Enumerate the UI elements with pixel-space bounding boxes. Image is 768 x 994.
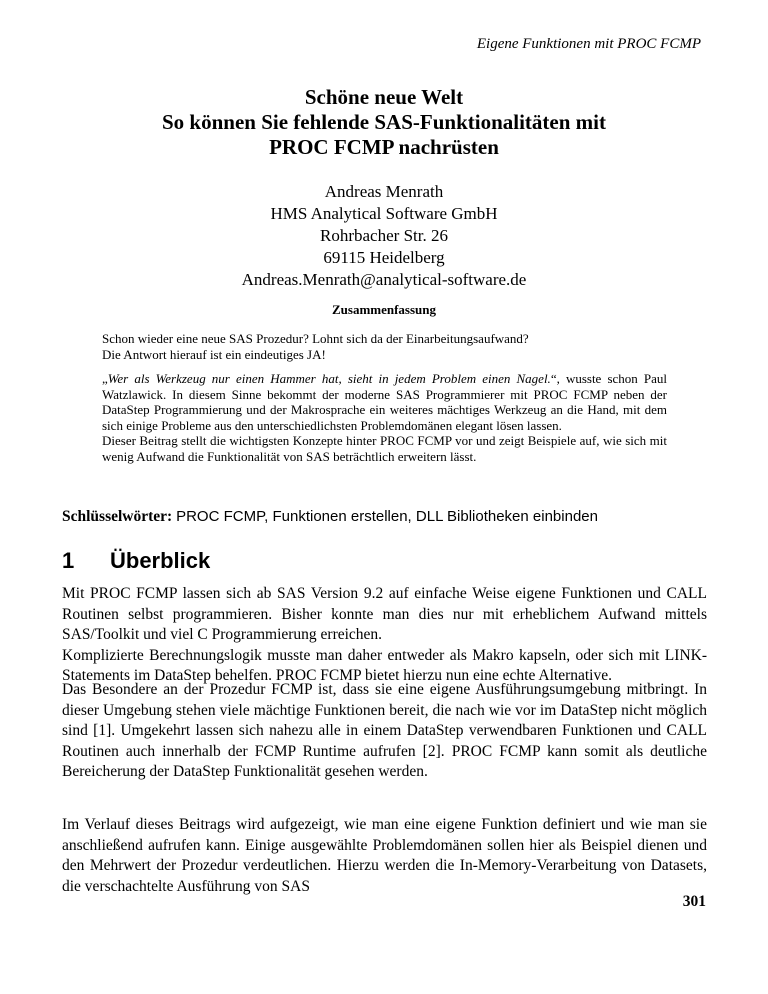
section-heading [62, 548, 210, 574]
keywords-label: Schlüsselwörter: [62, 508, 173, 525]
abstract-quote: Wer als Werkzeug nur einen Hammer hat, sieht in jedem Problem einen Nagel. [107, 371, 551, 386]
author-organization: HMS Analytical Software GmbH [270, 204, 498, 223]
keywords [62, 508, 598, 526]
paragraph-text: Das Besondere an der Prozedur FCMP ist, dass sie eine eigene Ausführungsumgebung mitbringt. In dieser Umgebung stehen viele mächtige Funktionen bereit, die nach wie vor im DataStep nicht möglich sind [1]. Umgekehrt lassen sich nahezu alle in einem DataStep verwendbaren Funktionen und CALL Routinen auch innerhalb der FCMP Runtime aufrufen [2]. PROC FCMP kann somit als deutliche Bereicherung der DataStep Funktionalität gesehen werden. [62, 681, 707, 780]
keywords-text: PROC FCMP, Funktionen erstellen, DLL Bibliotheken einbinden [176, 508, 598, 525]
author-name: Andreas Menrath [324, 182, 444, 201]
abstract-quote-continuation: “, wusste schon Paul Watzlawick. In diesem Sinne bekommt der moderne SAS Programmierer mit PROC FCMP neben der DataStep Programmierung und der Makrosprache ein weiteres mächtiges Werkzeug an die Hand, mit dem sich einige Probleme aus den unterschiedlichsten Problemdomänen elegant lösen lassen. [102, 371, 667, 433]
title-line: Schöne neue Welt [304, 85, 464, 109]
abstract-heading: Zusammenfassung [331, 302, 437, 317]
title-line: PROC FCMP nachrüsten [269, 135, 499, 159]
title-line: So können Sie fehlende SAS-Funktionalitäten mit [162, 110, 606, 134]
author-street: Rohrbacher Str. 26 [320, 226, 448, 245]
author-city: 69115 Heidelberg [323, 248, 445, 267]
paragraph-text: Komplizierte Berechnungslogik musste man daher entweder als Makro kapseln, oder sich mit LINK-Statements im DataStep behelfen. PROC FCMP bietet hierzu nun eine echte Alternative. [62, 646, 707, 684]
body-paragraph [62, 815, 707, 897]
abstract-body [102, 371, 667, 464]
author-block [0, 181, 768, 291]
abstract-line: Die Antwort hierauf ist ein eindeutiges JA! [102, 346, 326, 362]
section-title: Überblick [110, 548, 211, 573]
author-email: Andreas.Menrath@analytical-software.de [241, 270, 527, 289]
paragraph-text: Mit PROC FCMP lassen sich ab SAS Version 9.2 auf einfache Weise eigene Funktionen und CALL Routinen selbst programmieren. Bisher konnte man dies nur mit erheblichem Aufwand mittels SAS/Toolkit und viel C Programmierung erreichen. [62, 585, 707, 643]
running-header: Eigene Funktionen mit PROC FCMP [476, 36, 701, 52]
paragraph-text: Im Verlauf dieses Beitrags wird aufgezeigt, wie man eine eigene Funktion definiert und wie man sie anschließend aufrufen kann. Einige ausgewählte Problemdomänen sollen hier als Beispiel dienen und den Mehrwert der Prozedur verdeutlichen. Hierzu werden die In-Memory-Verarbeitung von Datasets, die verschachtelte Ausführung von SAS [62, 816, 707, 895]
abstract-line: Dieser Beitrag stellt die wichtigsten Konzepte hinter PROC FCMP vor und zeigt Beispiele auf, wie sich mit wenig Aufwand die Funktionalität von SAS beträchtlich erweitern lässt. [102, 433, 667, 464]
body-paragraph [62, 680, 707, 783]
body-paragraph [62, 584, 707, 687]
abstract-quote-paragraph [102, 371, 667, 433]
paper-title [0, 85, 768, 160]
abstract-intro [102, 331, 667, 362]
page-number: 301 [682, 893, 706, 910]
abstract-line: Schon wieder eine neue SAS Prozedur? Lohnt sich da der Einarbeitungsaufwand? [102, 331, 529, 346]
section-number: 1 [62, 548, 75, 573]
quote-open-mark: „ [102, 371, 108, 386]
